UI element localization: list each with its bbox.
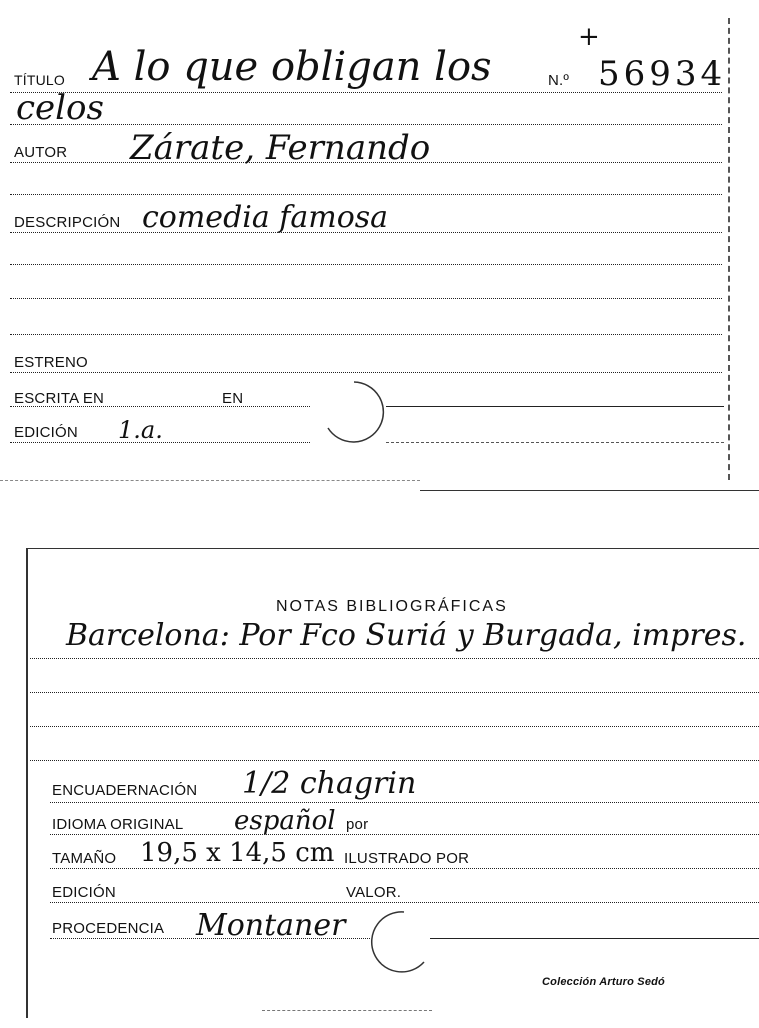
notas-line-3: [30, 726, 759, 727]
encuadernacion-label: ENCUADERNACIÓN: [52, 782, 198, 799]
punch-hole-top: [314, 370, 394, 450]
numero-label: N.º: [548, 72, 570, 89]
card-top-bottom-border: [420, 490, 759, 491]
card-bottom-edge-mark: [262, 1010, 432, 1011]
card-bottom-left-border: [26, 548, 28, 1018]
escrita-en-label: ESCRITA EN: [14, 390, 105, 407]
escrita-en-line-right: [386, 406, 724, 407]
tamano-label: TAMAÑO: [52, 850, 117, 867]
titulo-line-2: [10, 124, 722, 125]
edicion-value: 1.a.: [118, 416, 163, 444]
blank-line-1: [10, 194, 722, 195]
procedencia-value: Montaner: [196, 908, 346, 943]
blank-line-4: [10, 334, 722, 335]
encuadernacion-value: 1/2 chagrin: [242, 766, 417, 801]
tamano-label-2: ILUSTRADO POR: [344, 850, 470, 867]
notas-line-4: [30, 760, 759, 761]
procedencia-line: [50, 938, 370, 939]
titulo-label: TÍTULO: [14, 72, 65, 88]
notas-heading: NOTAS BIBLIOGRÁFICAS: [276, 598, 508, 615]
valor-label: VALOR.: [346, 884, 402, 901]
estreno-label: ESTRENO: [14, 354, 88, 371]
punch-hole-bottom: [362, 900, 442, 980]
catalog-card-bottom: [0, 520, 759, 1028]
notas-value: Barcelona: Por Fco Suriá y Burgada, impres.: [66, 618, 747, 653]
autor-value: Zárate, Fernando: [130, 128, 431, 168]
titulo-value: A lo que obligan los: [92, 44, 492, 90]
edicion-label-bottom: EDICIÓN: [52, 884, 116, 901]
escrita-en-label-2: EN: [222, 390, 244, 407]
descripcion-line: [10, 232, 722, 233]
card-top-right-border: [728, 18, 730, 480]
escrita-en-line: [10, 406, 310, 407]
tamano-line: [50, 868, 759, 869]
notas-line-1: [30, 658, 759, 659]
idioma-suffix: por: [346, 816, 369, 833]
descripcion-label: DESCRIPCIÓN: [14, 214, 121, 231]
card-top-bottom-edge: [0, 480, 420, 481]
idioma-line: [50, 834, 759, 835]
encuadernacion-line: [50, 802, 759, 803]
notas-line-2: [30, 692, 759, 693]
blank-line-2: [10, 264, 722, 265]
idioma-value: español: [234, 806, 336, 836]
autor-line: [10, 162, 722, 163]
autor-label: AUTOR: [14, 144, 68, 161]
titulo-line: [10, 92, 722, 93]
edicion-label: EDICIÓN: [14, 424, 78, 441]
idioma-label: IDIOMA ORIGINAL: [52, 816, 184, 833]
numero-mark: +: [578, 22, 600, 52]
titulo-value-continued: celos: [16, 88, 104, 128]
blank-line-3: [10, 298, 722, 299]
edicion-line-right: [386, 442, 724, 443]
edicion-line: [10, 442, 310, 443]
descripcion-value: comedia famosa: [142, 200, 389, 235]
procedencia-line-right: [430, 938, 759, 939]
procedencia-label: PROCEDENCIA: [52, 920, 165, 937]
coleccion-footer: Colección Arturo Sedó: [542, 976, 665, 988]
card-bottom-top-border: [26, 548, 759, 549]
tamano-value: 19,5 x 14,5 cm: [140, 838, 335, 868]
numero-value: 56934: [598, 54, 727, 94]
